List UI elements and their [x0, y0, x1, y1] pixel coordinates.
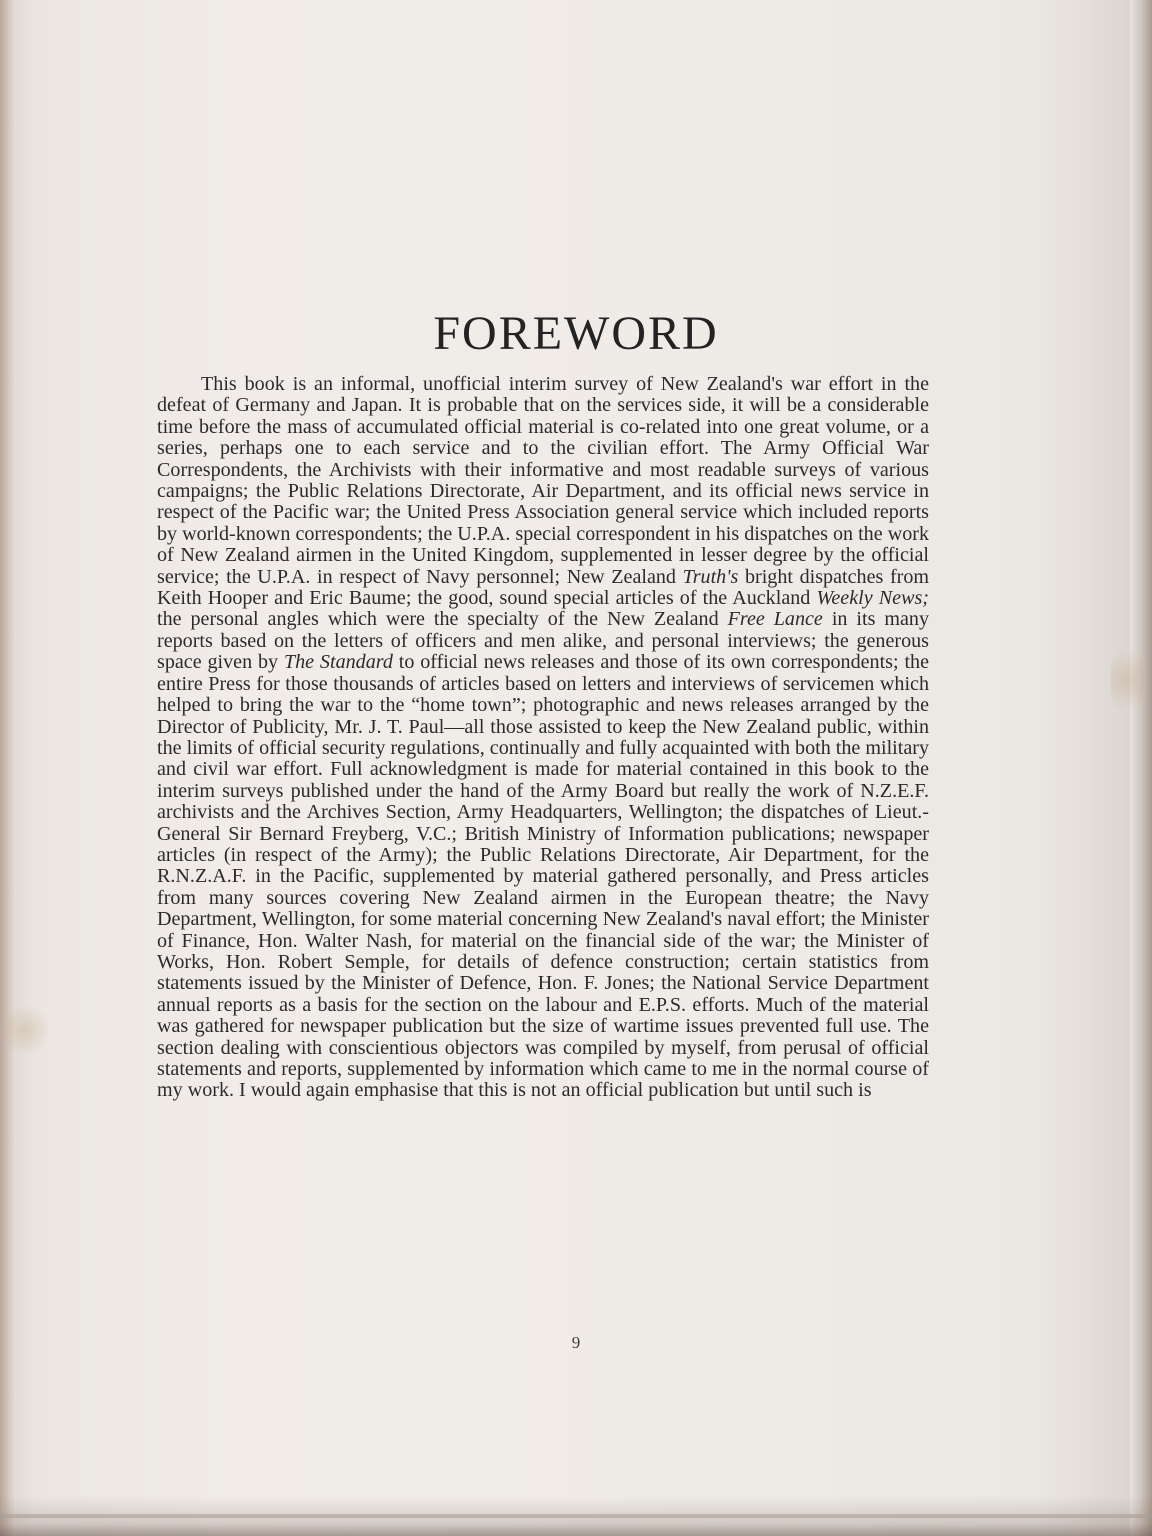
page-bottom-shadow [0, 1496, 1152, 1536]
paragraph-text: This book is an informal, unofficial interim survey of New Zealand's war effort in the defeat of Germany and Japan. It is probable that on the services side, it will be a considerable time before the mass of accumulated official material is co-related into one great volume, or a series, perhaps one to each service and to the civilian effort. The Army Official War Correspondents, the Archivists with their informative and most readable surveys of various campaigns; the Public Relations Directorate, Air Department, and its official news service in respect of the Pacific war; the United Press Association general service which included reports by world-known correspondents; the U.P.A. special correspondent in his dispatches on the work of New Zealand airmen in the United Kingdom, supplemented in lesser degree by the official service; the U.P.A. in respect of Navy personnel; New Zealand [157, 373, 929, 588]
paragraph-text: in its many reports based on the letters of officers and men alike, and personal interviews; the generous space given by [157, 608, 930, 674]
paragraph-text-italic: Weekly News; [816, 587, 929, 610]
book-spine-edge [0, 0, 16, 1536]
paragraph-text-italic: The Standard [283, 651, 393, 674]
paper-stain [1110, 640, 1144, 720]
page-stack-edge [1130, 0, 1152, 1536]
paper-stain [4, 1000, 48, 1060]
page-title: FOREWORD [433, 307, 719, 360]
paragraph-text-italic: Free Lance [727, 608, 823, 631]
foreword-paragraph [157, 374, 929, 1102]
paragraph-text: bright dispatches from Keith Hooper and Eric Baume; the good, sound special articles of the Auckland [157, 565, 930, 610]
paragraph-text-italic: Truth's [682, 565, 739, 588]
paragraph-text: the personal angles which were the specialty of the New Zealand [157, 608, 728, 631]
paragraph-text: to official news releases and those of its own correspondents; the entire Press for those thousands of articles based on letters and interviews of servicemen which helped to bring the war to the “home town”; photographic and news releases arranged by the Director of Publicity, Mr. J. T. Paul—all those assisted to keep the New Zealand public, within the limits of official security regulations, continually and fully acquainted with both the military and civil war effort. Full acknowledgment is made for material contained in this book to the interim surveys published under the hand of the Army Board but really the work of N.Z.E.F. archivists and the Archives Section, Army Headquarters, Wellington; the dispatches of Lieut.-General Sir Bernard Freyberg, V.C.; British Ministry of Information publications; newspaper articles (in respect of the Army); the Public Relations Directorate, Air Department, for the R.N.Z.A.F. in the Pacific, supplemented by material gathered personally, and Press articles from many sources covering New Zealand airmen in the European theatre; the Navy Department, Wellington, for some material concerning New Zealand's naval effort; the Minister of Finance, Hon. Walter Nash, for material on the financial side of the war; the Minister of Works, Hon. Robert Semple, for details of defence construction; certain statistics from statements issued by the Minister of Defence, Hon. F. Jones; the National Service Department annual reports as a basis for the section on the labour and E.P.S. efforts. Much of the material was gathered for newspaper publication but the size of wartime issues prevented full use. The section dealing with conscientious objectors was compiled by myself, from perusal of official statements and reports, supplemented by information which came to me in the normal course of my work. I would again emphasise that this is not an official publication but until such is [157, 651, 929, 1102]
page-number: 9 [571, 1333, 581, 1352]
